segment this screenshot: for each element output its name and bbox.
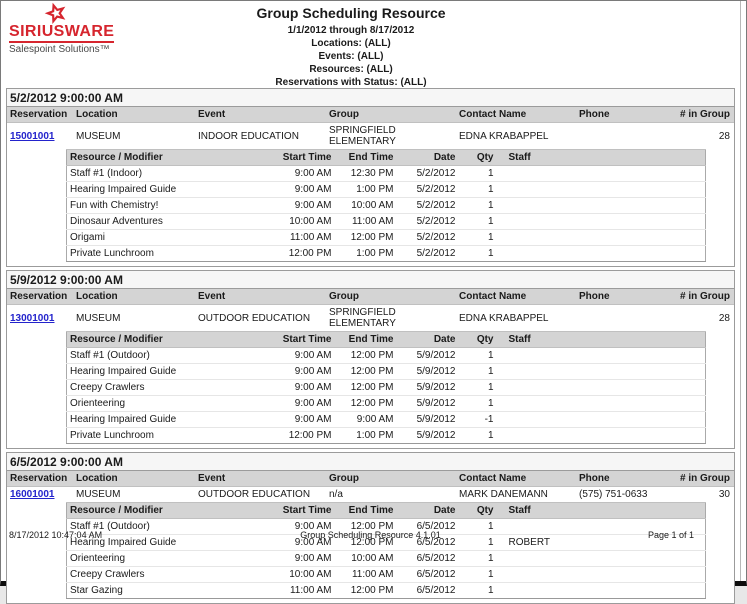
- resource-qty: 1: [459, 535, 497, 551]
- resource-name: Star Gazing: [67, 583, 275, 599]
- footer-report-version: Group Scheduling Resource 4.1.01: [300, 530, 441, 540]
- resource-end: 9:00 AM: [335, 412, 397, 428]
- resource-start: 9:00 AM: [275, 348, 335, 364]
- resource-end: 12:00 PM: [335, 364, 397, 380]
- reservation-link[interactable]: 16001001: [10, 489, 55, 500]
- resource-end: 10:00 AM: [335, 551, 397, 567]
- resource-name: Staff #1 (Outdoor): [67, 348, 275, 364]
- resource-end: 12:00 PM: [335, 583, 397, 599]
- cell-phone: (575) 751-0633: [576, 487, 676, 503]
- resource-staff: [497, 396, 706, 412]
- resource-end: 10:00 AM: [335, 198, 397, 214]
- col-in-group: # in Group: [676, 471, 734, 487]
- resource-start: 9:00 AM: [275, 535, 335, 551]
- resource-row: [67, 166, 706, 182]
- resource-table: [66, 331, 706, 444]
- resource-row: [67, 246, 706, 262]
- resource-date: 5/9/2012: [397, 428, 459, 444]
- col-start-time: Start Time: [275, 150, 335, 166]
- resource-staff: [497, 348, 706, 364]
- resource-date: 5/2/2012: [397, 230, 459, 246]
- resource-date: 6/5/2012: [397, 535, 459, 551]
- filter-locations: Locations: (ALL): [311, 38, 391, 49]
- resource-date: 6/5/2012: [397, 567, 459, 583]
- resource-name: Hearing Impaired Guide: [67, 535, 275, 551]
- brand-name: SIRIUSWARE: [9, 24, 114, 43]
- resource-row: [67, 412, 706, 428]
- resource-qty: 1: [459, 567, 497, 583]
- resource-start: 11:00 AM: [275, 230, 335, 246]
- filter-events: Events: (ALL): [318, 51, 384, 62]
- resource-row: [67, 583, 706, 599]
- resource-qty: 1: [459, 380, 497, 396]
- resource-row: [67, 348, 706, 364]
- resource-end: 1:00 PM: [335, 428, 397, 444]
- brand-tagline: Salespoint Solutions™: [9, 44, 110, 55]
- col-group: Group: [326, 289, 456, 305]
- col-location: Location: [73, 289, 195, 305]
- resource-end: 12:00 PM: [335, 535, 397, 551]
- resource-row: [67, 198, 706, 214]
- resource-end: 12:00 PM: [335, 380, 397, 396]
- resource-start: 12:00 PM: [275, 428, 335, 444]
- resource-row: [67, 214, 706, 230]
- resource-start: 9:00 AM: [275, 551, 335, 567]
- col-date: Date: [397, 332, 459, 348]
- cell-contact: MARK DANEMANN: [456, 487, 576, 503]
- resource-start: 10:00 AM: [275, 567, 335, 583]
- resource-name: Fun with Chemistry!: [67, 198, 275, 214]
- resource-qty: 1: [459, 551, 497, 567]
- cell-group: n/a: [326, 487, 456, 503]
- resource-qty: 1: [459, 519, 497, 535]
- resource-staff: [497, 214, 706, 230]
- section-datetime: 5/9/2012 9:00:00 AM: [7, 271, 734, 289]
- report-footer: [9, 530, 732, 542]
- reservation-row: [7, 123, 734, 150]
- resource-row: [67, 380, 706, 396]
- resource-table: [66, 149, 706, 262]
- resource-start: 9:00 AM: [275, 380, 335, 396]
- report-header: [1, 1, 740, 88]
- col-qty: Qty: [459, 150, 497, 166]
- col-start-time: Start Time: [275, 503, 335, 519]
- col-contact: Contact Name: [456, 289, 576, 305]
- col-location: Location: [73, 471, 195, 487]
- cell-contact: EDNA KRABAPPEL: [456, 123, 576, 150]
- col-staff: Staff: [497, 332, 706, 348]
- cell-in-group: 30: [676, 487, 734, 503]
- resource-staff: [497, 567, 706, 583]
- resource-name: Origami: [67, 230, 275, 246]
- resource-name: Hearing Impaired Guide: [67, 182, 275, 198]
- resource-staff: [497, 428, 706, 444]
- resource-date: 5/2/2012: [397, 198, 459, 214]
- resource-date: 5/9/2012: [397, 364, 459, 380]
- reservation-header-row: [7, 471, 734, 487]
- reservation-section: [6, 452, 735, 604]
- resource-qty: 1: [459, 182, 497, 198]
- resource-date: 5/2/2012: [397, 182, 459, 198]
- col-reservation: Reservation: [7, 289, 73, 305]
- resource-start: 9:00 AM: [275, 198, 335, 214]
- footer-page-number: Page 1 of 1: [647, 530, 694, 540]
- resource-qty: 1: [459, 214, 497, 230]
- col-date: Date: [397, 503, 459, 519]
- siriusware-logo: [9, 3, 127, 55]
- reservation-link[interactable]: 13001001: [10, 312, 55, 324]
- resource-header-row: [67, 503, 706, 519]
- cell-group: SPRINGFIELD ELEMENTARY: [326, 305, 456, 332]
- resource-qty: 1: [459, 198, 497, 214]
- resource-end: 11:00 AM: [335, 567, 397, 583]
- cell-location: MUSEUM: [73, 487, 195, 503]
- resource-date: 5/9/2012: [397, 380, 459, 396]
- resource-row: [67, 551, 706, 567]
- col-end-time: End Time: [335, 503, 397, 519]
- resource-row: [67, 567, 706, 583]
- resource-qty: 1: [459, 583, 497, 599]
- resource-date: 6/5/2012: [397, 583, 459, 599]
- resource-name: Private Lunchroom: [67, 428, 275, 444]
- resource-start: 9:00 AM: [275, 182, 335, 198]
- col-group: Group: [326, 471, 456, 487]
- cell-event: INDOOR EDUCATION: [195, 123, 326, 150]
- resource-name: Hearing Impaired Guide: [67, 412, 275, 428]
- resource-staff: [497, 380, 706, 396]
- col-in-group: # in Group: [676, 107, 734, 123]
- resource-staff: [497, 412, 706, 428]
- resource-date: 5/2/2012: [397, 214, 459, 230]
- reservation-section: [6, 270, 735, 449]
- col-qty: Qty: [459, 332, 497, 348]
- resource-staff: [497, 182, 706, 198]
- reservation-table: [7, 107, 734, 149]
- report-title: Group Scheduling Resource: [256, 5, 446, 21]
- resource-staff: [497, 230, 706, 246]
- resource-name: Private Lunchroom: [67, 246, 275, 262]
- star-icon: [45, 3, 67, 23]
- reservation-row: [7, 487, 734, 503]
- resource-end: 1:00 PM: [335, 182, 397, 198]
- cell-event: OUTDOOR EDUCATION: [195, 487, 326, 503]
- resource-staff: [497, 198, 706, 214]
- reservation-table: [7, 289, 734, 331]
- resource-name: Staff #1 (Indoor): [67, 166, 275, 182]
- resource-qty: 1: [459, 396, 497, 412]
- resource-end: 12:30 PM: [335, 166, 397, 182]
- col-reservation: Reservation: [7, 471, 73, 487]
- resource-start: 9:00 AM: [275, 396, 335, 412]
- reservation-link[interactable]: 15001001: [10, 130, 55, 142]
- col-phone: Phone: [576, 471, 676, 487]
- resource-start: 9:00 AM: [275, 364, 335, 380]
- col-date: Date: [397, 150, 459, 166]
- resource-qty: 1: [459, 166, 497, 182]
- col-group: Group: [326, 107, 456, 123]
- resource-start: 9:00 AM: [275, 166, 335, 182]
- resource-date: 5/9/2012: [397, 412, 459, 428]
- resource-qty: 1: [459, 364, 497, 380]
- cell-contact: EDNA KRABAPPEL: [456, 305, 576, 332]
- resource-end: 11:00 AM: [335, 214, 397, 230]
- resource-date: 6/5/2012: [397, 551, 459, 567]
- resource-date: 6/5/2012: [397, 519, 459, 535]
- resource-staff: [497, 583, 706, 599]
- resource-qty: 1: [459, 428, 497, 444]
- reservation-section: [6, 88, 735, 267]
- col-resource-modifier: Resource / Modifier: [67, 150, 275, 166]
- col-reservation: Reservation: [7, 107, 73, 123]
- resource-start: 9:00 AM: [275, 412, 335, 428]
- resource-name: Orienteering: [67, 551, 275, 567]
- cell-phone: [576, 123, 676, 150]
- col-phone: Phone: [576, 289, 676, 305]
- col-end-time: End Time: [335, 150, 397, 166]
- col-location: Location: [73, 107, 195, 123]
- resource-name: Orienteering: [67, 396, 275, 412]
- reservation-table: [7, 471, 734, 502]
- section-datetime: 6/5/2012 9:00:00 AM: [7, 453, 734, 471]
- cell-group: SPRINGFIELD ELEMENTARY: [326, 123, 456, 150]
- cell-location: MUSEUM: [73, 123, 195, 150]
- col-qty: Qty: [459, 503, 497, 519]
- filter-resources: Resources: (ALL): [309, 64, 393, 75]
- section-datetime: 5/2/2012 9:00:00 AM: [7, 89, 734, 107]
- col-event: Event: [195, 289, 326, 305]
- cell-in-group: 28: [676, 123, 734, 150]
- resource-header-row: [67, 332, 706, 348]
- resource-qty: -1: [459, 412, 497, 428]
- resource-start: 10:00 AM: [275, 214, 335, 230]
- resource-staff: [497, 551, 706, 567]
- resource-name: Hearing Impaired Guide: [67, 364, 275, 380]
- col-start-time: Start Time: [275, 332, 335, 348]
- resource-end: 12:00 PM: [335, 230, 397, 246]
- resource-start: 9:00 AM: [275, 519, 335, 535]
- resource-row: [67, 364, 706, 380]
- resource-qty: 1: [459, 348, 497, 364]
- cell-in-group: 28: [676, 305, 734, 332]
- filter-status: Reservations with Status: (ALL): [275, 77, 427, 88]
- resource-date: 5/2/2012: [397, 166, 459, 182]
- cell-event: OUTDOOR EDUCATION: [195, 305, 326, 332]
- resource-name: Creepy Crawlers: [67, 380, 275, 396]
- footer-generated-timestamp: 8/17/2012 10:47:04 AM: [9, 530, 103, 540]
- col-phone: Phone: [576, 107, 676, 123]
- resource-start: 11:00 AM: [275, 583, 335, 599]
- col-resource-modifier: Resource / Modifier: [67, 503, 275, 519]
- resource-table: [66, 502, 706, 599]
- col-in-group: # in Group: [676, 289, 734, 305]
- resource-name: Staff #1 (Outdoor): [67, 519, 275, 535]
- resource-staff: [497, 246, 706, 262]
- cell-location: MUSEUM: [73, 305, 195, 332]
- col-resource-modifier: Resource / Modifier: [67, 332, 275, 348]
- resource-qty: 1: [459, 230, 497, 246]
- cell-phone: [576, 305, 676, 332]
- cell-reservation: [7, 305, 73, 332]
- resource-name: Dinosaur Adventures: [67, 214, 275, 230]
- resource-row: [67, 230, 706, 246]
- resource-row: [67, 182, 706, 198]
- resource-name: Creepy Crawlers: [67, 567, 275, 583]
- col-end-time: End Time: [335, 332, 397, 348]
- reservation-header-row: [7, 107, 734, 123]
- report-page: [1, 1, 741, 596]
- reservation-row: [7, 305, 734, 332]
- cell-reservation: [7, 487, 73, 503]
- resource-end: 12:00 PM: [335, 519, 397, 535]
- resource-start: 12:00 PM: [275, 246, 335, 262]
- resource-row: [67, 396, 706, 412]
- resource-end: 12:00 PM: [335, 348, 397, 364]
- col-staff: Staff: [497, 503, 706, 519]
- col-staff: Staff: [497, 150, 706, 166]
- reservation-header-row: [7, 289, 734, 305]
- resource-staff: ROBERT: [497, 535, 706, 551]
- date-range: 1/1/2012 through 8/17/2012: [287, 25, 415, 36]
- col-event: Event: [195, 471, 326, 487]
- cell-reservation: [7, 123, 73, 150]
- resource-end: 1:00 PM: [335, 246, 397, 262]
- resource-date: 5/2/2012: [397, 246, 459, 262]
- resource-staff: [497, 364, 706, 380]
- col-contact: Contact Name: [456, 471, 576, 487]
- resource-date: 5/9/2012: [397, 348, 459, 364]
- resource-staff: [497, 166, 706, 182]
- col-contact: Contact Name: [456, 107, 576, 123]
- resource-qty: 1: [459, 246, 497, 262]
- resource-header-row: [67, 150, 706, 166]
- col-event: Event: [195, 107, 326, 123]
- resource-row: [67, 428, 706, 444]
- resource-end: 12:00 PM: [335, 396, 397, 412]
- resource-date: 5/9/2012: [397, 396, 459, 412]
